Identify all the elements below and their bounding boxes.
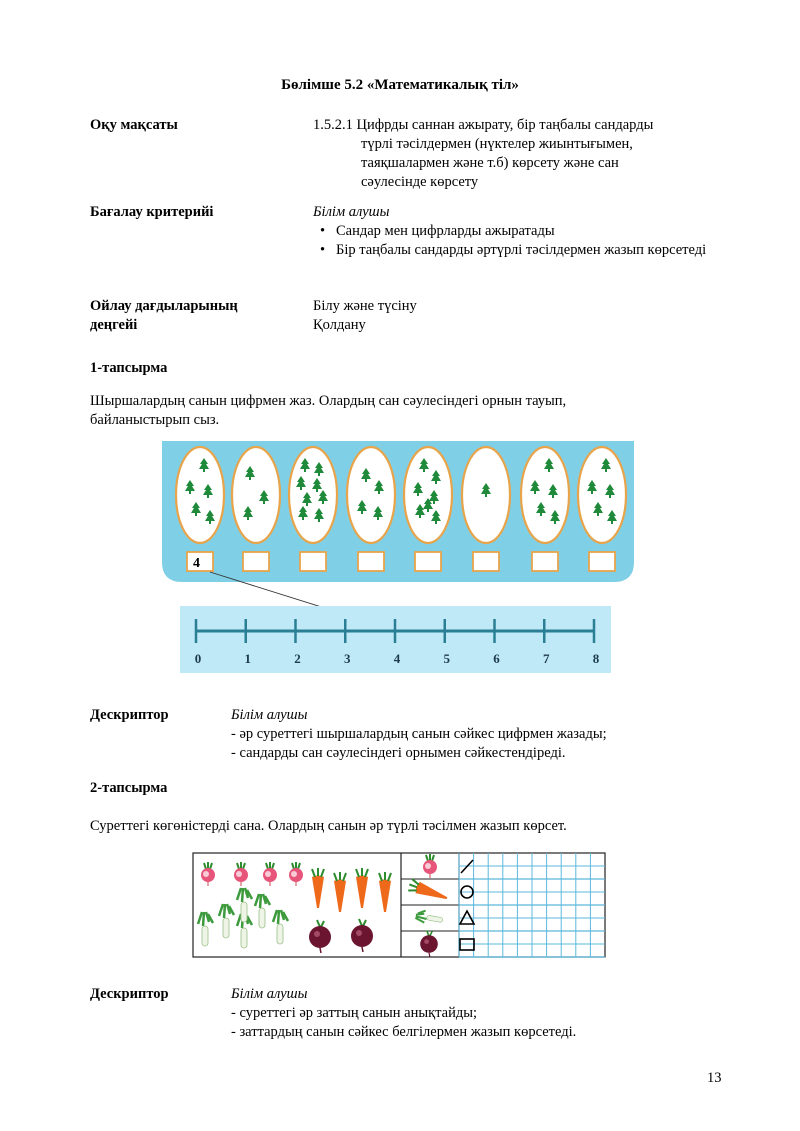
thinking-value-line1: Білу және түсіну <box>313 298 417 314</box>
criteria-item: • Сандар мен цифрларды ажыратады <box>336 222 709 241</box>
criteria-item: • Бір таңбалы сандарды әртүрлі тәсілдермен жазып көрсетеді <box>336 241 709 260</box>
descriptor2-line2: - заттардың санын сәйкес белгілермен жазып көрсетеді. <box>231 1024 577 1040</box>
descriptor2-line1: - суреттегі әр заттың санын анықтайды; <box>231 1005 478 1021</box>
criteria-label: Бағалау критерийі <box>90 204 214 220</box>
task1-title: 1-тапсырма <box>90 360 168 376</box>
thinking-value-line2: Қолдану <box>313 317 366 333</box>
task1-text-line1: Шыршалардың санын цифрмен жаз. Олардың сан сәулесіндегі орнын тауып, <box>90 393 567 409</box>
number-line-label: 4 <box>393 651 401 666</box>
number-line-label: 1 <box>244 651 251 666</box>
number-line-label: 7 <box>543 651 550 666</box>
number-line-label: 5 <box>443 651 450 666</box>
objective-line-2: түрлі тәсілдермен (нүктелер жиынтығымен, <box>361 136 633 152</box>
descriptor2-intro: Білім алушы <box>231 986 308 1002</box>
number-line-label: 2 <box>294 651 301 666</box>
objective-label: Оқу мақсаты <box>90 117 178 133</box>
descriptor2-label: Дескриптор <box>90 986 169 1002</box>
thinking-label-line1: Ойлау дағдыларының <box>90 298 238 314</box>
task1-text-line2: байланыстырып сыз. <box>90 412 220 428</box>
task2-text: Суреттегі көгөністерді сана. Олардың санын әр түрлі тәсілмен жазып көрсет. <box>90 818 567 834</box>
task2-title: 2-тапсырма <box>90 780 168 796</box>
number-line-label: 3 <box>344 651 351 666</box>
thinking-label-line2: деңгейі <box>90 317 138 333</box>
objective-line-4: сәулесінде көрсету <box>361 174 479 190</box>
page-number: 13 <box>707 1070 722 1086</box>
descriptor1-label: Дескриптор <box>90 707 169 723</box>
descriptor1-intro: Білім алушы <box>231 707 308 723</box>
answer-box-value: 4 <box>193 556 200 571</box>
number-line-label: 8 <box>592 651 600 666</box>
section-title: Бөлімше 5.2 «Математикалық тіл» <box>281 77 519 93</box>
descriptor1-line2: - сандарды сан сәулесіндегі орнымен сәйкестендіреді. <box>231 745 566 761</box>
criteria-intro: Білім алушы <box>313 204 390 220</box>
number-line-label: 0 <box>194 651 202 666</box>
objective-line-3: таяқшалармен және т.б) көрсету және сан <box>361 155 619 171</box>
descriptor1-line1: - әр суреттегі шыршалардың санын сәйкес цифрмен жазады; <box>231 726 607 742</box>
number-line-label: 6 <box>493 651 500 666</box>
objective-line-1: 1.5.2.1 Цифрды саннан ажырату, бір таңбалы сандарды <box>313 117 654 133</box>
